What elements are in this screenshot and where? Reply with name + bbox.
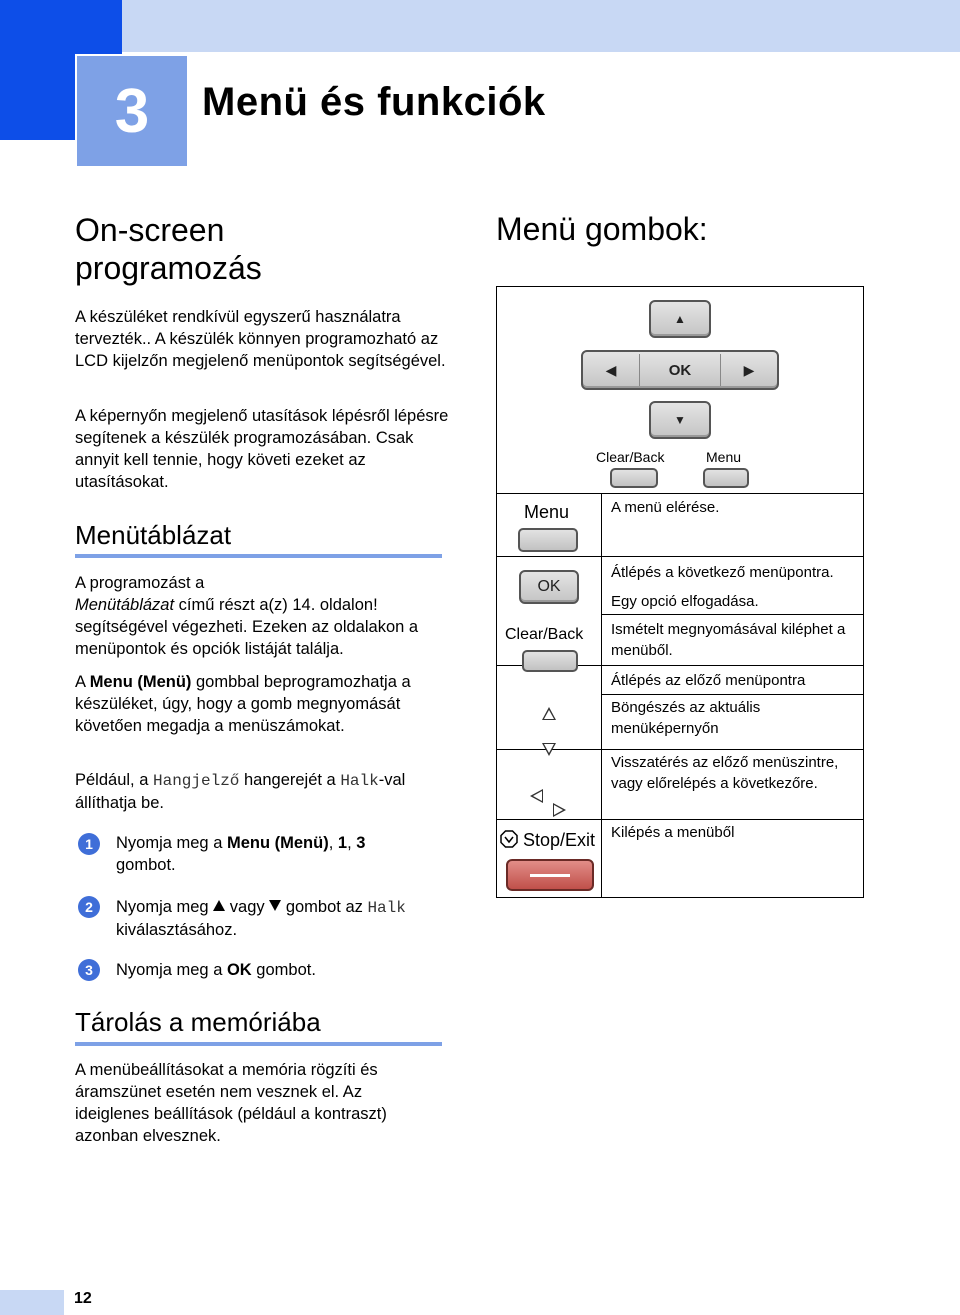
onscreen-heading [75, 211, 262, 287]
menu-label-top: Menu [706, 449, 742, 465]
down-key[interactable] [649, 401, 711, 439]
clear-back-key-top[interactable] [610, 468, 658, 488]
clear-back-key[interactable] [522, 650, 578, 672]
ok-desc-1: Átlépés a következő menüpontra. [611, 564, 834, 581]
left-key[interactable] [583, 362, 639, 379]
menutable-heading: Menütáblázat [75, 520, 232, 550]
menu-key-label: Menu [524, 502, 570, 522]
clear-back-key-label: Clear/Back [505, 626, 584, 643]
up-key[interactable] [649, 300, 711, 338]
p3-mono-1: Hangjelző [152, 772, 240, 790]
p1-text-c: című részt a(z) 14. oldalon! segítségével végezheti. Ezeken az oldalakon a menüpontok és opciók listáját találja. [75, 596, 419, 658]
up-arrow-icon: ▲ [674, 312, 686, 326]
step-3-number: 3 [78, 959, 100, 981]
onscreen-heading-line1: On-screen [75, 212, 225, 248]
stop-exit-desc: Kilépés a menüből [611, 824, 735, 841]
step-2-c: gombot az [281, 898, 368, 916]
table-line [601, 694, 864, 695]
panel-heading: Menü gombok: [496, 211, 708, 247]
step-1-text [116, 832, 446, 876]
step-2-text [116, 896, 456, 941]
p1-link-italic[interactable]: Menütáblázat [75, 596, 175, 614]
step-2-d: kiválasztásához. [116, 921, 238, 939]
menu-key-top[interactable] [703, 468, 749, 488]
table-column-divider [601, 493, 602, 898]
clear-back-desc: Ismételt megnyomásával kiléphet a menüből. [611, 621, 846, 659]
step-1-a: Nyomja meg a [116, 834, 227, 852]
right-key[interactable] [721, 362, 777, 379]
ok-key[interactable] [639, 354, 721, 386]
table-line [496, 819, 864, 820]
ok-key-table-label: OK [537, 578, 561, 595]
step-3-a: Nyomja meg a [116, 961, 227, 979]
step-1-b: , [328, 834, 338, 852]
table-line [601, 614, 864, 615]
stop-exit-label: Stop/Exit [523, 830, 596, 850]
step-2-number: 2 [78, 896, 100, 918]
step-3-bold: OK [226, 961, 252, 979]
stop-icon [500, 830, 518, 848]
menutable-paragraph-3 [75, 769, 455, 814]
step-1-bold: Menu (Menü) [226, 834, 329, 852]
menutable-rule [75, 554, 442, 558]
p3-mono-2: Halk [340, 772, 379, 790]
menu-desc: A menü elérése. [611, 499, 720, 516]
step-1-c: , [347, 834, 357, 852]
down-arrow-icon [269, 900, 281, 911]
p1-text-a: A programozást a [75, 574, 205, 592]
ok-key-table[interactable] [519, 570, 579, 604]
down-outline-icon [542, 743, 556, 756]
right-arrow-icon: ▶ [743, 361, 755, 378]
step-2-b: vagy [225, 898, 270, 916]
step-2-mono: Halk [367, 899, 406, 917]
menu-key[interactable] [518, 528, 578, 552]
p2-bold: Menu (Menü) [89, 673, 192, 691]
p2-text-c: gombbal beprogramozhatja a készüléket, úgy, hogy a gomb megnyomását követően megadja a menüszámokat. [75, 673, 411, 735]
updown-desc-1: Átlépés az előző menüpontra [611, 672, 806, 689]
stop-exit-key[interactable] [506, 859, 594, 891]
table-line [496, 556, 864, 557]
menutable-paragraph-1 [75, 572, 455, 660]
onscreen-paragraph-2: A képernyőn megjelenő utasítások lépésről lépésre segítenek a készülék programozásában. Csak annyit kell tennie, hogy követi ezeket az utasításokat. [75, 407, 449, 491]
step-1-bold2: 1 [337, 834, 348, 852]
page-tab [0, 1290, 64, 1315]
step-1-d: gombot. [116, 856, 176, 874]
left-arrow-icon: ◀ [605, 361, 617, 378]
leftright-desc: Visszatérés az előző menüszintre, vagy előrelépés a következőre. [611, 754, 839, 792]
menutable-paragraph-2 [75, 671, 455, 737]
table-line [496, 493, 864, 494]
clear-back-label-top: Clear/Back [596, 449, 665, 465]
onscreen-heading-line2: programozás [75, 250, 262, 286]
left-ok-right-keys [581, 350, 779, 390]
ok-key-label: OK [668, 361, 692, 379]
p3-text-c: -val állíthatja be. [75, 771, 406, 812]
step-3-text [116, 959, 446, 981]
memory-heading: Tárolás a memóriába [75, 1007, 321, 1037]
up-arrow-icon [213, 900, 225, 911]
down-arrow-icon: ▼ [674, 413, 686, 427]
memory-rule [75, 1042, 442, 1046]
left-outline-icon [530, 789, 543, 803]
chapter-number: 3 [114, 76, 150, 146]
right-outline-icon [553, 803, 566, 817]
step-1-bold3: 3 [356, 834, 366, 852]
page-number: 12 [74, 1290, 92, 1307]
p2-text-a: A [75, 673, 90, 691]
onscreen-paragraph-1: A készüléket rendkívül egyszerű használatra tervezték.. A készülék könnyen programozható az LCD kijelzőn megjelenő menüpontok segítségével. [75, 308, 446, 370]
stop-exit-key-mark [530, 874, 570, 877]
updown-desc-2: Böngészés az aktuális menüképernyőn [611, 699, 761, 737]
up-outline-icon [542, 707, 556, 720]
chapter-title: Menü és funkciók [202, 80, 546, 124]
step-2-a: Nyomja meg [116, 898, 214, 916]
p3-text-a: Például, a [75, 771, 153, 789]
ok-desc-2: Egy opció elfogadása. [611, 593, 759, 610]
p3-text-b: hangerejét a [239, 771, 341, 789]
header-band [122, 0, 960, 52]
memory-paragraph: A menübeállításokat a memória rögzíti és áramszünet esetén nem vesznek el. Az ideiglenes beállítások (például a kontraszt) azonban elvesznek. [75, 1061, 387, 1145]
step-3-b: gombot. [251, 961, 316, 979]
step-1-number: 1 [78, 833, 100, 855]
